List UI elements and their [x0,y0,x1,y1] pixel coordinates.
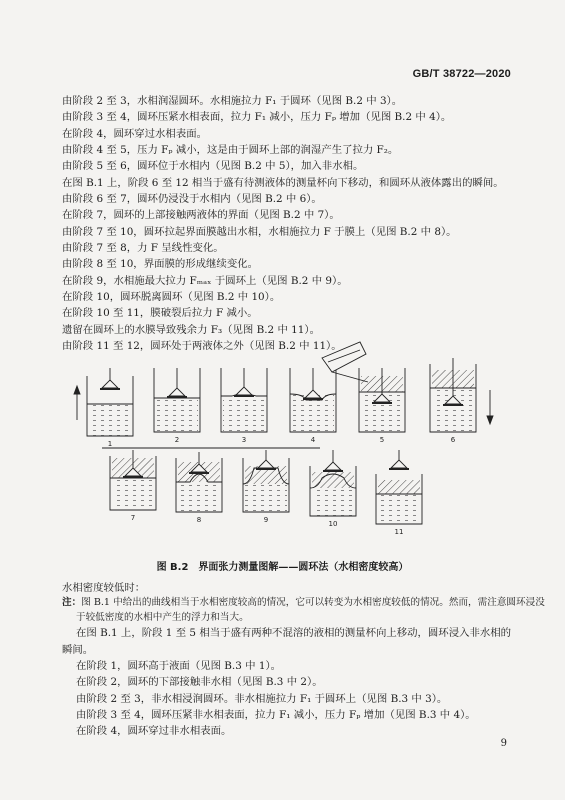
stage-9-diagram [243,450,289,512]
paragraph: 由阶段 4 至 5，压力 Fₚ 减小，这是由于圆环上部的润湿产生了拉力 F₂。 [62,144,399,157]
arrow-down-icon [487,390,493,424]
stage-label: 2 [174,436,180,444]
paragraph: 在阶段 10，圆环脱离圆环（见图 B.2 中 10）。 [62,291,281,304]
stage-label: 7 [130,514,136,522]
paragraph: 在阶段 2，圆环的下部接触非水相（见图 B.3 中 2）。 [76,676,323,689]
bottom-text-block [62,580,545,740]
stage-label: 8 [196,516,202,524]
paragraph: 由阶段 8 至 10，界面膜的形成继续变化。 [62,258,258,271]
paragraph: 由阶段 2 至 3，非水相浸润圆环。非水相施拉力 F₁ 于圆环上（见图 B.3 中 3）。 [76,692,448,705]
note-continuation: 于较低密度的水相中产生的浮力和当大。 [76,611,249,623]
stage-label: 11 [394,528,404,536]
page-number: 9 [500,738,507,749]
paragraph: 在阶段 9，水相施最大拉力 Fₘₐₓ 于圆环上（见图 B.2 中 9）。 [62,274,348,287]
arrow-up-icon [74,386,80,420]
stage-5-diagram [322,342,405,432]
paragraph: 在阶段 10 至 11，膜破裂后拉力 F 减小。 [62,307,258,320]
top-text-block [62,93,511,355]
paragraph: 在阶段 4，圆环穿过水相表面。 [62,127,207,140]
figure-caption: 图 B.2 界面张力测量图解——圆环法（水相密度较高） [156,562,409,573]
paragraph: 由阶段 7 至 10，圆环拉起界面膜越出水相，水相施拉力 F 于膜上（见图 B.2 中 8）。 [62,225,457,238]
figure-svg [60,338,510,554]
paragraph: 在阶段 7，圆环的上部接触两液体的界面（见图 B.2 中 7）。 [62,209,340,222]
paragraph: 遗留在圆环上的水膜导致残余力 F₃（见图 B.2 中 11）。 [62,323,320,336]
stage-label: 9 [263,516,269,524]
standard-code: GB/T 38722—2020 [412,68,511,80]
stage-7-diagram [110,450,156,510]
paragraph: 由阶段 3 至 4，圆环压紧水相表面，拉力 F₁ 减小，压力 Fₚ 增加（见图 B.2 中 4）。 [62,111,452,124]
stage-8-diagram [176,452,222,512]
note-label: 注： [62,597,82,609]
stage-label: 3 [241,436,247,444]
paragraph: 由阶段 2 至 3，水相润湿圆环。水相施拉力 F₁ 于圆环（见图 B.2 中 3）。 [62,95,403,107]
stage-4-diagram [290,368,336,432]
paragraph: 在阶段 1，圆环高于液面（见图 B.3 中 1）。 [76,660,282,673]
paragraph: 由阶段 11 至 12，圆环处于两液体之外（见图 B.2 中 11）。 [62,340,342,353]
stage-11-diagram [376,450,422,524]
stage-1-diagram [87,368,133,436]
paragraph: 由阶段 6 至 7，圆环仍浸没于水相内（见图 B.2 中 6）。 [62,193,322,206]
paragraph: 在阶段 4，圆环穿过非水相表面。 [76,725,232,738]
stage-label: 5 [379,436,385,444]
note-text: 图 B.1 中给出的曲线相当于水相密度较高的情况，它可以转变为水相密度较低的情况。然而，需注意圆环浸没 [81,597,545,609]
stage-label: 6 [450,436,456,444]
paragraph: 在图 B.1 上，阶段 6 至 12 相当于盛有待测液体的测量杯向下移动，和圆环从液体露出的瞬间。 [62,176,504,189]
stage-label: 1 [107,440,113,448]
stage-label: 4 [310,436,316,444]
paragraph: 由阶段 3 至 4，圆环压紧非水相表面，拉力 F₁ 减小，压力 Fₚ 增加（见图 B.3 中 4）。 [76,709,476,722]
paragraph: 由阶段 5 至 6，圆环位于水相内（见图 B.2 中 5），加入非水相。 [62,160,364,173]
section-heading: 水相密度较低时： [62,582,146,594]
stage-3-diagram [221,368,267,432]
paragraph: 由阶段 7 至 8，力 F 呈线性变化。 [62,242,224,255]
stage-10-diagram [310,450,356,516]
paragraph-continuation: 瞬间。 [62,643,94,656]
note [62,596,545,611]
stage-2-diagram [154,368,200,432]
stage-label: 10 [328,520,338,528]
paragraph: 在图 B.1 上，阶段 1 至 5 相当于盛有两种不混溶的液相的测量杯向上移动，圆环浸入非水相的 [76,627,512,640]
ring-method-figure [60,338,510,554]
stage-6-diagram [430,358,476,432]
